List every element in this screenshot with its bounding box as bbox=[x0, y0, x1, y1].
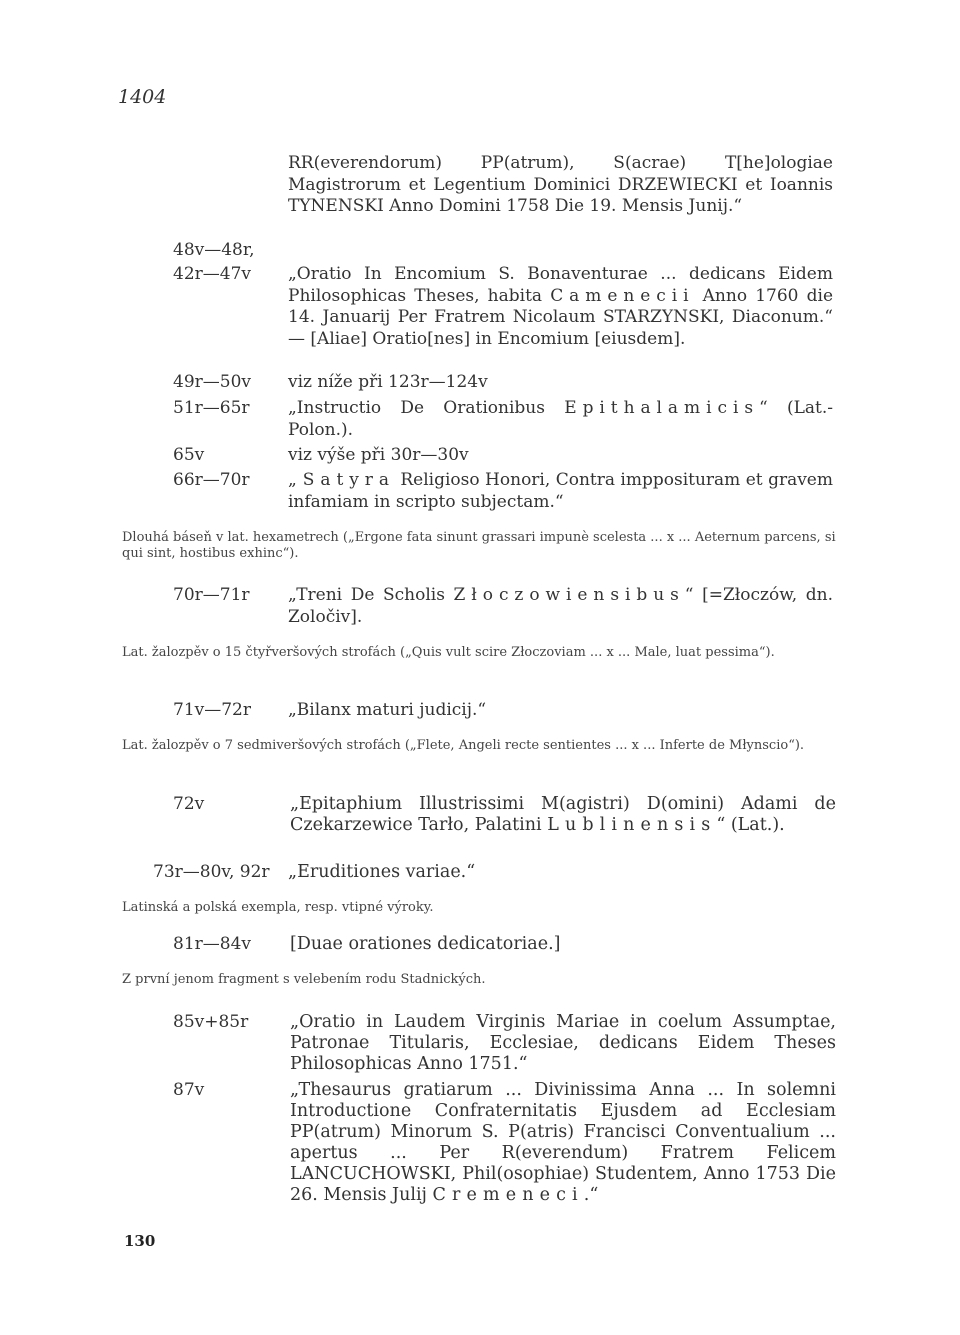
entry-text bbox=[288, 470, 833, 513]
editor-note: Dlouhá báseň v lat. hexametrech („Ergone fata sinunt grassari impunè scelesta ... x ... Aeternum parcens, si qui sint, hostibus exhinc“). bbox=[122, 530, 836, 561]
folio-reference: 66r—70r bbox=[173, 470, 250, 490]
entry-text bbox=[290, 1080, 836, 1206]
entry-text-part: Religioso Honori, Contra impposituram et gravem infamiam in scripto subjectam.“ bbox=[288, 470, 833, 512]
entry-text-part: .“ bbox=[583, 1185, 599, 1205]
entry-text-part: „Oratio In Encomium S. Bonaventurae ... dedicans Eidem Philosophicas Theses, habita bbox=[288, 264, 833, 306]
entry-text: „Oratio in Laudem Virginis Mariae in coelum Assumptae, Patronae Titularis, Ecclesiae, dedicans Eidem Theses Philosophicas Anno 1751.“ bbox=[290, 1012, 836, 1074]
folio-reference: 72v bbox=[173, 794, 205, 814]
entry-text bbox=[290, 794, 836, 836]
spaced-place-name: Camenecii bbox=[550, 285, 695, 306]
entry-text-part: „Instructio De Orationibus bbox=[288, 398, 565, 418]
entry-text bbox=[288, 585, 833, 628]
running-page-number: 1404 bbox=[118, 86, 167, 108]
entry-text-part: “ (Lat.-Polon.). bbox=[288, 398, 833, 440]
footer-page-number: 130 bbox=[124, 1232, 156, 1250]
entry-text-part: Anno 1760 die 14. Januarij Per Fratrem Nicolaum STARZYNSKI, Diaconum.“ — [Aliae] Oratio[nes] in Encomium [eiusdem]. bbox=[288, 285, 833, 349]
spaced-word: Epithalamicis bbox=[564, 398, 760, 418]
entry-text: viz níže při 123r—124v bbox=[288, 372, 488, 392]
folio-reference: 49r—50v bbox=[173, 372, 251, 392]
folio-reference: 51r—65r bbox=[173, 398, 250, 418]
folio-reference: 65v bbox=[173, 445, 205, 465]
entry-text: „Bilanx maturi judicij.“ bbox=[288, 700, 487, 720]
folio-reference: 73r—80v, 92r bbox=[153, 862, 270, 882]
editor-note: Latinská a polská exempla, resp. vtipné výroky. bbox=[122, 900, 434, 915]
entry-text: „Eruditiones variae.“ bbox=[288, 862, 476, 882]
entry-text bbox=[288, 264, 833, 350]
editor-note: Z první jenom fragment s velebením rodu Stadnických. bbox=[122, 972, 486, 987]
spaced-word: „Satyra bbox=[288, 470, 395, 490]
editor-note: Lat. žalozpěv o 7 sedmiveršových strofách („Flete, Angeli recte sentientes ... x ... Inferte de Młynscio“). bbox=[122, 738, 805, 753]
folio-reference: 42r—47v bbox=[173, 264, 251, 284]
folio-reference: 48v—48r, bbox=[173, 240, 255, 260]
spaced-place-name: Cremeneci bbox=[432, 1185, 584, 1205]
entry-text: RR(everendorum) PP(atrum), S(acrae) T[he]ologiae Magistrorum et Legentium Dominici DRZEWIECKI et Ioannis TYNENSKI Anno Domini 1758 Die 19. Mensis Junij.“ bbox=[288, 153, 833, 216]
entry-text-part: „Treni De Scholis bbox=[288, 585, 454, 605]
folio-reference: 70r—71r bbox=[173, 585, 250, 605]
editor-note: Lat. žalozpěv o 15 čtyřveršových strofách („Quis vult scire Złoczoviam ... x ... Male, luat pessima“). bbox=[122, 645, 775, 660]
folio-reference: 85v+85r bbox=[173, 1012, 249, 1032]
entry-text: [Duae orationes dedicatoriae.] bbox=[290, 934, 561, 954]
spaced-word: Złoczowiensibus bbox=[453, 585, 685, 605]
folio-reference: 87v bbox=[173, 1080, 205, 1100]
entry-text-part: „Epitaphium Illustrissimi M(agistri) D(omini) Adami de Czekarzewice Tarło, Palatini bbox=[290, 794, 836, 835]
entry-text: viz výše při 30r—30v bbox=[288, 445, 469, 465]
folio-reference: 81r—84v bbox=[173, 934, 251, 954]
entry-text bbox=[288, 398, 833, 441]
spaced-word: Lublinensis bbox=[547, 815, 717, 835]
entry-text-part: „Thesaurus gratiarum ... Divinissima Anna ... In solemni Introductione Confraternitatis Ejusdem ad Ecclesiam PP(atrum) Minorum S. P(atris) Francisci Conventualium ... apertus ... Per R(everendum) Fratrem Felicem LANCUCHOWSKI, Phil(osophiae) Studentem, Anno 1753 Die 26. Mensis Julij bbox=[290, 1080, 836, 1205]
entry-text-part: “ [=Złoczów, dn. Zoločiv]. bbox=[288, 585, 833, 627]
folio-reference: 71v—72r bbox=[173, 700, 251, 720]
entry-text-part: “ (Lat.). bbox=[716, 815, 785, 835]
